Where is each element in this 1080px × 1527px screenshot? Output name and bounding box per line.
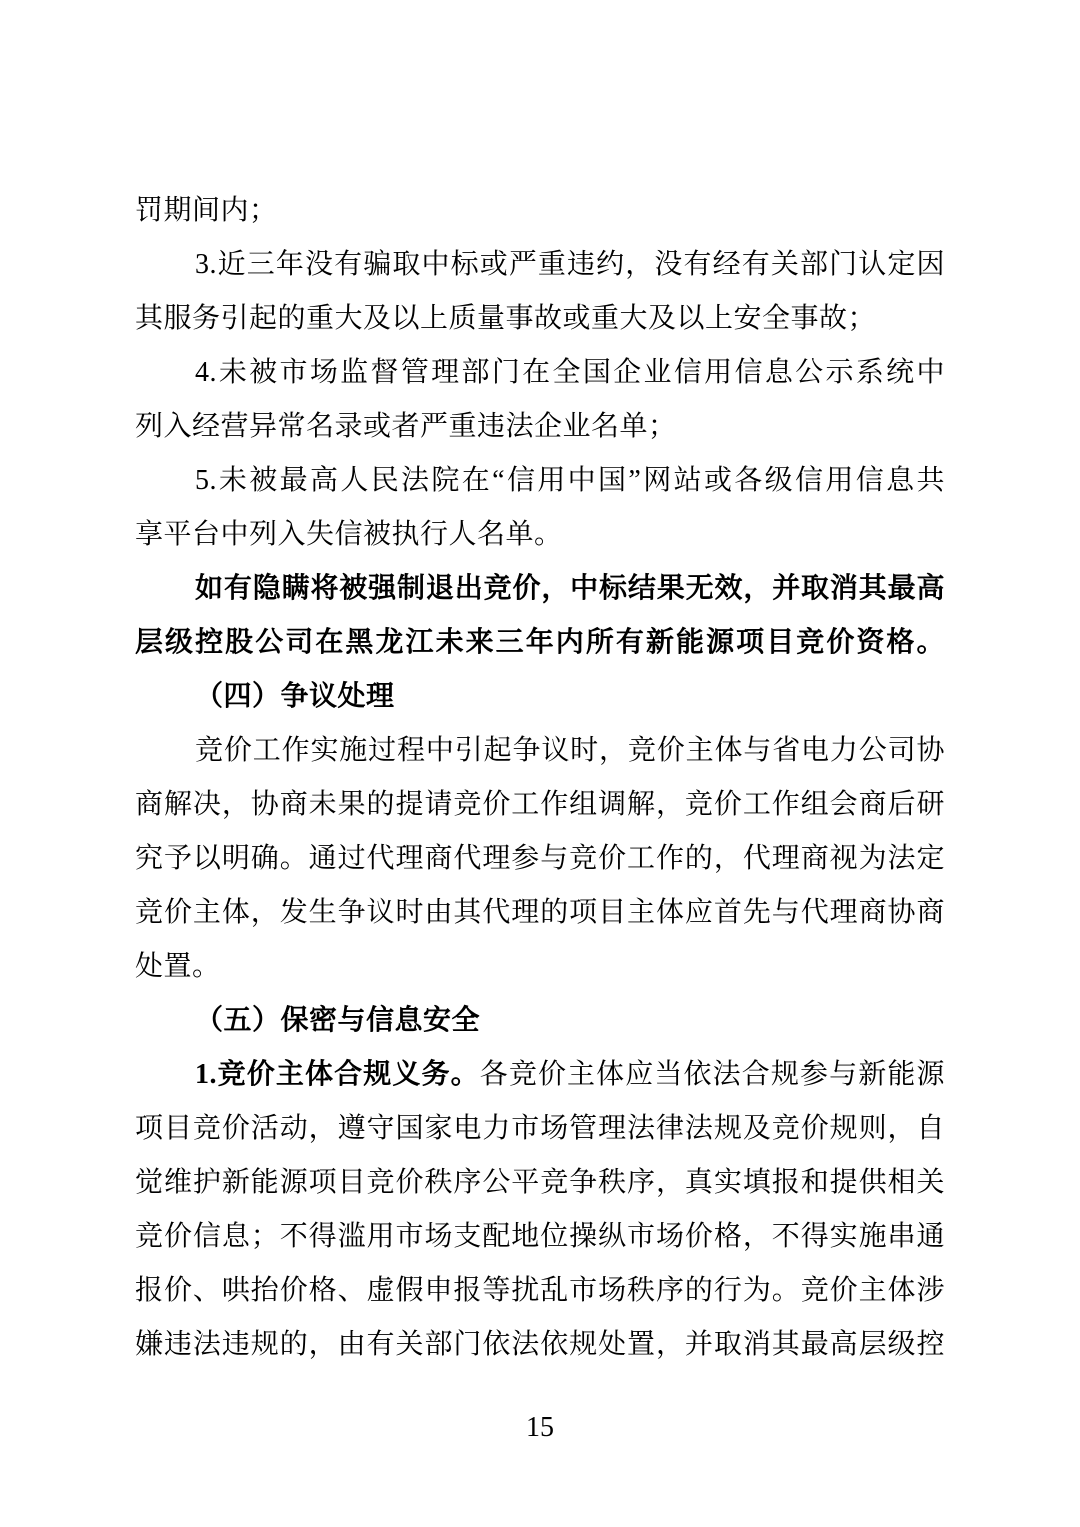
text-line-emphasis: 如有隐瞒将被强制退出竞价，中标结果无效，并取消其最高 [195, 573, 945, 604]
text-line: 享平台中列入失信被执行人名单。 [135, 519, 563, 550]
text-line: 列入经营异常名录或者严重违法企业名单； [135, 411, 677, 442]
text-line-emphasis: 层级控股公司在黑龙江未来三年内所有新能源项目竞价资格。 [135, 627, 945, 658]
text-line: 竞价工作实施过程中引起争议时，竞价主体与省电力公司协 [195, 735, 945, 766]
text-line [135, 1048, 945, 1102]
text-line: 5.未被最高人民法院在“信用中国”网站或各级信用信息共 [195, 465, 945, 496]
section-heading-4: （四）争议处理 [195, 681, 395, 712]
text-line: 竞价信息；不得滥用市场支配地位操纵市场价格，不得实施串通 [135, 1221, 945, 1252]
text-line: 项目竞价活动，遵守国家电力市场管理法律法规及竞价规则，自 [135, 1113, 945, 1144]
text-line: 处置。 [135, 951, 221, 982]
text-line: 嫌违法违规的，由有关部门依法依规处置，并取消其最高层级控 [135, 1329, 945, 1360]
text-line: 3.近三年没有骗取中标或严重违约，没有经有关部门认定因 [195, 249, 945, 280]
text-line: 罚期间内； [135, 195, 278, 226]
line-text: 各竞价主体应当依法合规参与新能源 [479, 1059, 945, 1090]
section-heading-5: （五）保密与信息安全 [195, 1005, 481, 1036]
text-line: 其服务引起的重大及以上质量事故或重大及以上安全事故； [135, 303, 877, 334]
page-number: 15 [526, 1412, 554, 1443]
text-line: 4.未被市场监督管理部门在全国企业信用信息公示系统中 [195, 357, 945, 388]
text-line: 究予以明确。通过代理商代理参与竞价工作的，代理商视为法定 [135, 843, 945, 874]
document-body [135, 184, 945, 1372]
bold-lead-in: 1.竞价主体合规义务。 [195, 1059, 480, 1090]
text-line: 竞价主体，发生争议时由其代理的项目主体应首先与代理商协商 [135, 897, 945, 928]
text-line: 报价、哄抬价格、虚假申报等扰乱市场秩序的行为。竞价主体涉 [135, 1275, 945, 1306]
text-line: 觉维护新能源项目竞价秩序公平竞争秩序，真实填报和提供相关 [135, 1167, 945, 1198]
text-line: 商解决，协商未果的提请竞价工作组调解，竞价工作组会商后研 [135, 789, 945, 820]
